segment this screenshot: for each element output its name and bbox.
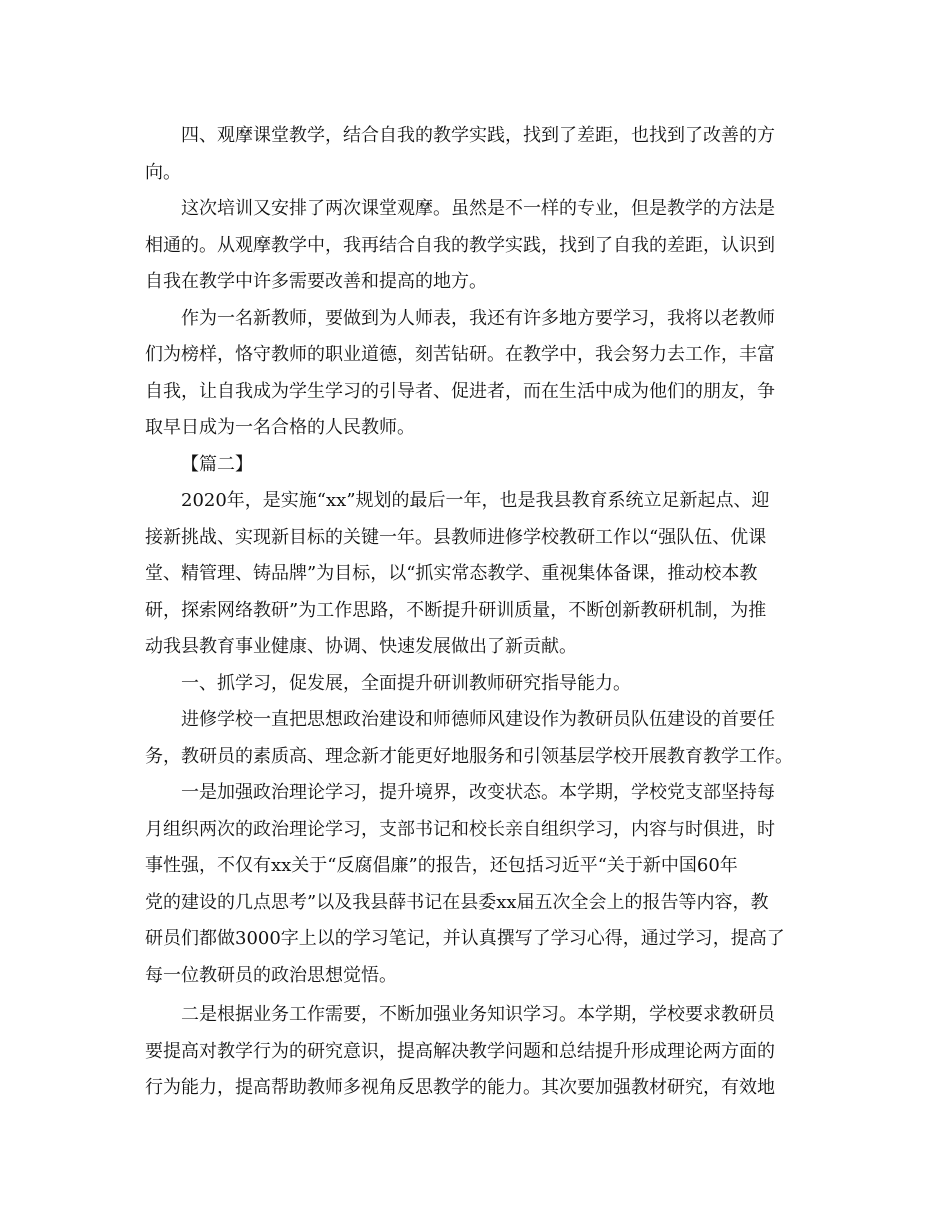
text-line: 自我在教学中许多需要改善和提高的地方。 (145, 271, 487, 292)
text-line: 相通的。从观摩教学中，我再结合自我的教学实践，找到了自我的差距，认识到 (145, 234, 775, 256)
text-line: 一是加强政治理论学习，提升境界，改变状态。本学期，学校党支部坚持每 (181, 782, 775, 803)
text-line: 【篇二】 (181, 453, 253, 475)
text-line: 作为一名新教师，要做到为人师表，我还有许多地方要学习，我将以老教师 (181, 307, 775, 329)
text-line: 堂、精管理、铸品牌”为目标，以“抓实常态教学、重视集体备课，推动校本教 (145, 563, 758, 584)
text-line: 2020年，是实施“xx”规划的最后一年，也是我县教育系统立足新起点、迎 (181, 490, 770, 511)
text-line: 自我，让自我成为学生学习的引导者、促进者，而在生活中成为他们的朋友，争 (145, 380, 775, 402)
text-line: 月组织两次的政治理论学习，支部书记和校长亲自组织学习，内容与时俱进，时 (145, 818, 775, 840)
text-line: 这次培训又安排了两次课堂观摩。虽然是不一样的专业，但是教学的方法是 (181, 198, 775, 219)
text-line: 进修学校一直把思想政治建设和师德师风建设作为教研员队伍建设的首要任 (181, 709, 775, 730)
text-line: 接新挑战、实现新目标的关键一年。县教师进修学校教研工作以“强队伍、优课 (145, 526, 767, 548)
paragraph-2020-overview (145, 483, 805, 666)
text-line: 取早日成为一名合格的人民教师。 (145, 417, 415, 438)
paragraph-observation-body (145, 191, 805, 301)
document-page (145, 118, 805, 1107)
text-line: 务，教研员的素质高、理念新才能更好地服务和引领基层学校开展教育教学工作。 (145, 745, 793, 767)
subheading-study-development (145, 666, 805, 703)
paragraph-professional-study (145, 997, 805, 1107)
text-line: 动我县教育事业健康、协调、快速发展做出了新贡献。 (145, 636, 577, 657)
text-line: 行为能力，提高帮助教师多视角反思教学的能力。其次要加强教材研究，有效地 (145, 1077, 775, 1098)
text-line: 们为榜样，恪守教师的职业道德，刻苦钻研。在教学中，我会努力去工作，丰富 (145, 344, 775, 365)
text-line: 一、抓学习，促发展，全面提升研训教师研究指导能力。 (181, 672, 631, 694)
text-line: 研，探索网络教研”为工作思路，不断提升研训质量，不断创新教研机制，为推 (145, 599, 767, 621)
text-line: 要提高对教学行为的研究意识，提高解决教学问题和总结提升形成理论两方面的 (145, 1040, 775, 1062)
text-line: 每一位教研员的政治思想觉悟。 (145, 964, 397, 986)
paragraph-ideology-building (145, 702, 805, 775)
text-line: 四、观摩课堂教学，结合自我的教学实践，找到了差距，也找到了改善的方 (181, 125, 775, 146)
text-line: 二是根据业务工作需要，不断加强业务知识学习。本学期，学校要求教研员 (181, 1004, 775, 1025)
text-line: 向。 (145, 161, 181, 183)
section-heading-part-two (145, 447, 805, 484)
text-line: 事性强，不仅有xx关于“反腐倡廉”的报告，还包括习近平“关于新中国60年 (145, 855, 738, 876)
text-line: 党的建设的几点思考”以及我县薛书记在县委xx届五次全会上的报告等内容，教 (145, 891, 769, 913)
paragraph-new-teacher (145, 301, 805, 447)
text-line: 研员们都做3000字上以的学习笔记，并认真撰写了学习心得，通过学习，提高了 (145, 928, 785, 949)
paragraph-observation-heading (145, 118, 805, 191)
paragraph-political-study (145, 775, 805, 994)
